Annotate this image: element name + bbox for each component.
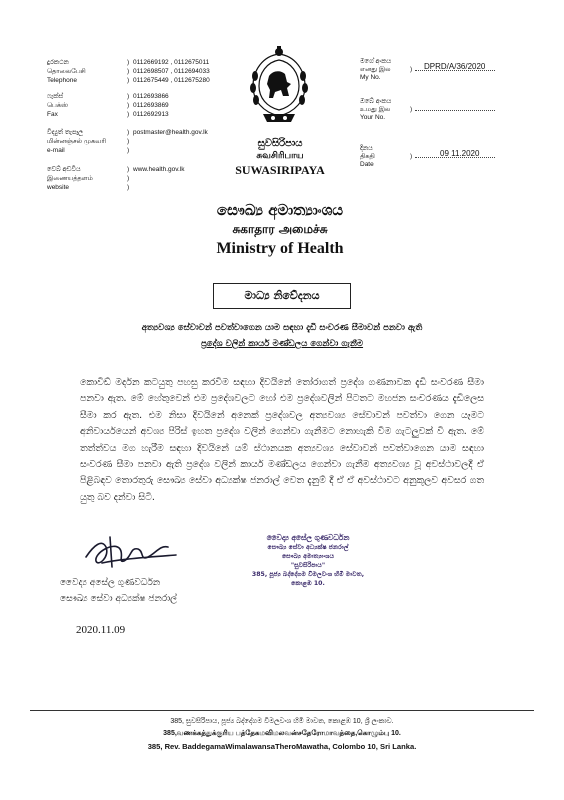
email-row: විද්‍යුත් තැපෑල ) postmaster@health.gov.lk மின்னஞ்சல் முகவரி ) e-mail ) xyxy=(47,129,208,154)
ref-label-en: Your No. xyxy=(360,114,386,121)
your-number-block: ඔබේ අංකය உமது இல Your No. ) xyxy=(360,98,510,124)
contact-label: Telephone xyxy=(47,77,77,84)
emblem-line-en: SUWASIRIPAYA xyxy=(235,163,325,177)
ministry-name-ta: சுகாதார அமைச்சு xyxy=(232,222,328,236)
signatory-block xyxy=(60,575,250,607)
ref-label-ta: திகதி xyxy=(360,153,375,160)
emblem-seal xyxy=(243,46,315,126)
contact-label: e-mail xyxy=(47,147,65,154)
contact-label: Fax xyxy=(47,111,58,118)
emblem-line-ta: சுவசிரிபாய xyxy=(256,151,304,161)
contact-value: 0112669192 , 0112675011 xyxy=(133,59,210,66)
ref-label-ta: எனது இல xyxy=(360,66,391,73)
emblem-line-si: සුවසිරිපාය xyxy=(257,138,303,149)
ref-label-si: ඔබේ අංකය xyxy=(360,98,392,105)
signature xyxy=(80,527,180,575)
contact-value: 0112693866 xyxy=(133,93,169,100)
contact-label: website xyxy=(47,184,70,191)
date-block: දිනය திகதி Date ) 09 11.2020 xyxy=(360,145,510,171)
website-link[interactable]: www.health.gov.lk xyxy=(133,166,185,173)
ref-label-si: මගේ අංකය xyxy=(360,58,392,65)
stamp-line: සෞඛ්‍ය සේවා අධ්‍යක්ෂ ජනරාල් xyxy=(267,544,349,551)
official-stamp xyxy=(228,533,388,603)
my-number-value: DPRD/A/36/2020 xyxy=(424,62,486,71)
stamp-line: වෛද්‍ය අසේල ගුණවර්ධන xyxy=(266,533,350,542)
signatory-title: සෞඛ්‍ය සේවා අධ්‍යක්ෂ ජනරාල් xyxy=(60,594,178,604)
signatory-date: 2020.11.09 xyxy=(76,624,126,636)
signatory-name: වෛද්‍ය අසේල ගුණවර්ධන xyxy=(60,578,161,588)
contact-label: தொலைபேசி xyxy=(47,68,86,75)
email-link[interactable]: postmaster@health.gov.lk xyxy=(133,129,208,136)
contact-label: ෆැක්ස් xyxy=(47,93,64,100)
ministry-header xyxy=(160,200,400,260)
ref-label-si: දිනය xyxy=(360,145,373,152)
footer-address-en: 385, Rev. BaddegamaWimalawansaTheroMawatha, Colombo 10, Sri Lanka. xyxy=(147,742,417,751)
emblem-caption xyxy=(215,138,345,178)
contact-value: 0112698507 , 0112694033 xyxy=(133,68,210,75)
footer-divider xyxy=(30,710,534,711)
media-release-heading xyxy=(213,283,351,309)
contact-label: වෙබ් අඩවිය xyxy=(47,166,81,173)
subject xyxy=(80,320,484,352)
footer-address-si: 385, සුවසිරිපාය, පූජ්‍ය බද්දේගම විමලවංශ හිමි මාවත, කොළඹ 10, ශ්‍රී ලංකාව. xyxy=(170,718,394,725)
contact-value: 0112675449 , 0112675280 xyxy=(133,77,210,84)
body-paragraph: කොවිඩ් මර්දන කටයුතු පහසු කරවීම සඳහා දිවයිනේ තෝරාගත් ප්‍රදේශ ගණනාවක දැඩි සංවරණ සීමා පනවා ඇත. මේ හේතුවෙන් එම ප්‍රදේශවලට හෝ එම ප්‍රදේශවලින් පිටතට මහජන සංචරණය දැඩිලෙස සීමා කර ඇත. එම නිසා දිවයිනේ අනෙක් ප්‍රදේශවල අත්‍යවශ්‍ය සේවාවන් පවත්වා ගෙන යෑමට අනිවාර්යයෙන් අවශ්‍ය පිරිස් ඉහත ප්‍රදේශ වලින් ගෙන්වා ගැනීමට නොහැකි වීම ගැටලුවක් වී ඇත. මේ තත්ත්වය මග හැරීම සඳහා දිවයිනේ යම් ස්ථානයක අත්‍යවශ්‍ය සේවාවන් පවත්වාගෙන යාම සඳහා සංවරණ සීමා පනවා ඇති ප්‍රදේශ වලින් කාර්ය මණ්ඩලය ගෙන්වා ගැනීම අත්‍යවශ්‍ය වූ අවස්ථාවලදී ඒ පිළිබඳව තොරතුරු සෞඛ්‍ය සේවා අධ්‍යක්ෂ ජනරාල් වෙත දැනුම් දී ඒ ඒ අවස්ථාවට අනුකූලව අවසර ගත යුතු බව දන්වා සිටී. xyxy=(80,377,484,503)
contact-label: பெக்ஸ் xyxy=(47,102,69,109)
heading-text: මාධ්‍ය නිවේදනය xyxy=(244,289,320,302)
stamp-line: කොළඹ 10. xyxy=(291,580,325,587)
contact-value: 0112692913 xyxy=(133,111,169,118)
contact-value: 0112693869 xyxy=(133,102,169,109)
website-row: වෙබ් අඩවිය ) www.health.gov.lk இணையத்தளம் ) website ) xyxy=(47,166,185,191)
footer-address xyxy=(60,716,504,753)
handwritten-signature-icon xyxy=(80,527,180,575)
stamp-line: 385, පූජ්‍ය බද්දේගම විමලවංශ හිමි මාවත, xyxy=(251,571,365,578)
footer-address-ta: 385,வணக்கத்துக்குரிய பத்தேகமவிமலவன்சதேரோமாவத்தை,கொழும்பு 10. xyxy=(163,730,401,737)
contact-label: විද්‍යුත් තැපෑල xyxy=(47,129,84,136)
ref-label-ta: உமது இல xyxy=(360,106,391,113)
contact-label: දුරකථන xyxy=(47,59,69,66)
ref-label-en: My No. xyxy=(360,74,381,81)
ministry-name-en: Ministry of Health xyxy=(216,240,344,257)
date-value: 09 11.2020 xyxy=(440,149,480,158)
contact-label: இணையத்தளம் xyxy=(47,175,93,182)
telephone-row: දුරකථන ) 0112669192 , 0112675011 தொலைபேசி ) 0112698507 , 0112694033 Telephone ) 0112675449 , 0112675280 xyxy=(47,59,210,84)
fax-row: ෆැක්ස් ) 0112693866 பெக்ஸ் ) 0112693869 Fax ) 0112692913 xyxy=(47,93,169,118)
my-number-block: මගේ අංකය எனது இல My No. ) DPRD/A/36/2020 xyxy=(360,58,510,84)
sri-lanka-emblem-icon xyxy=(243,46,315,126)
stamp-line: සෞඛ්‍ය අමාත්‍යාංශය xyxy=(281,553,335,560)
ministry-name-si: සෞඛ්‍ය අමාත්‍යාංශය xyxy=(216,201,344,219)
subject-line-1: අත්‍යවශ්‍ය සේවාවන් පවත්වාගෙන යාම සඳහා දැඩි සංවරණ සීමාවන් පනවා ඇති xyxy=(141,323,423,333)
subject-line-2: ප්‍රදේශ වලින් කාර්ය මණ්ඩලය ගෙන්වා ගැනීම xyxy=(200,339,364,349)
ref-label-en: Date xyxy=(360,161,374,168)
contact-label: மின்னஞ்சல் முகவரி xyxy=(47,138,107,145)
stamp-line: "සුවසිරිපාය" xyxy=(290,562,326,569)
